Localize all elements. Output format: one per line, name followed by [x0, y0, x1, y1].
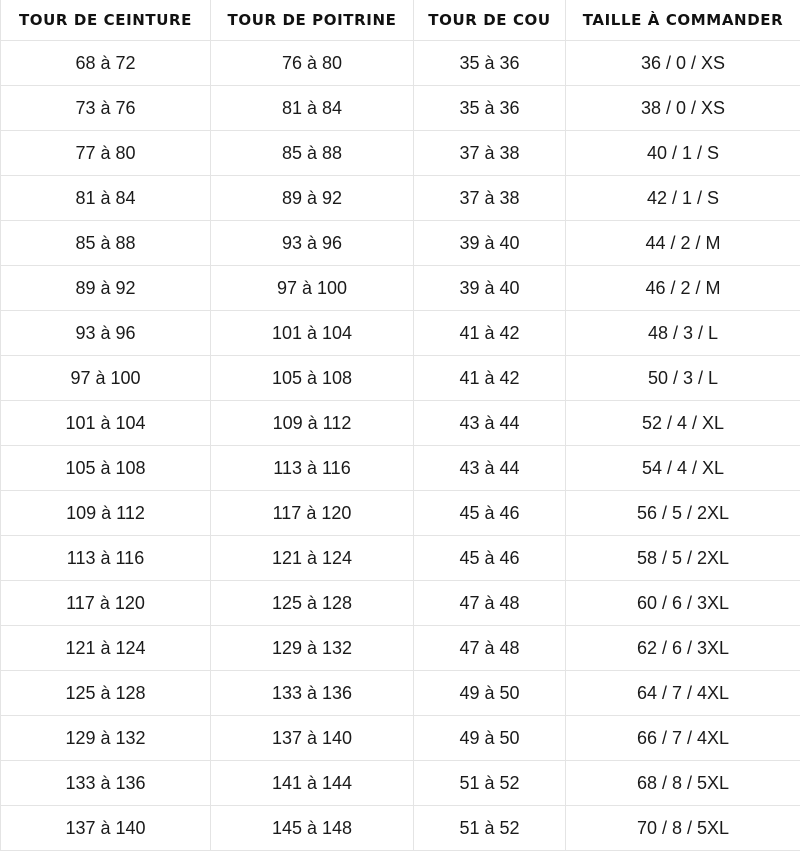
cell-size: 50 / 3 / L [566, 356, 800, 401]
cell-neck: 39 à 40 [414, 221, 566, 266]
header-row [1, 0, 800, 41]
table-row [1, 401, 800, 446]
cell-waist: 85 à 88 [1, 221, 211, 266]
cell-size: 60 / 6 / 3XL [566, 581, 800, 626]
table-row [1, 131, 800, 176]
cell-waist: 117 à 120 [1, 581, 211, 626]
table-row [1, 671, 800, 716]
cell-chest: 97 à 100 [211, 266, 414, 311]
cell-neck: 43 à 44 [414, 446, 566, 491]
cell-chest: 125 à 128 [211, 581, 414, 626]
cell-neck: 35 à 36 [414, 86, 566, 131]
table-row [1, 491, 800, 536]
cell-chest: 85 à 88 [211, 131, 414, 176]
header-size-to-order: TAILLE À COMMANDER [566, 0, 800, 41]
cell-waist: 101 à 104 [1, 401, 211, 446]
table-row [1, 41, 800, 86]
cell-chest: 109 à 112 [211, 401, 414, 446]
cell-waist: 105 à 108 [1, 446, 211, 491]
cell-size: 54 / 4 / XL [566, 446, 800, 491]
cell-size: 52 / 4 / XL [566, 401, 800, 446]
cell-waist: 137 à 140 [1, 806, 211, 851]
table-row [1, 536, 800, 581]
cell-neck: 41 à 42 [414, 311, 566, 356]
cell-size: 68 / 8 / 5XL [566, 761, 800, 806]
cell-size: 70 / 8 / 5XL [566, 806, 800, 851]
cell-neck: 45 à 46 [414, 536, 566, 581]
table-row [1, 761, 800, 806]
cell-chest: 145 à 148 [211, 806, 414, 851]
cell-size: 58 / 5 / 2XL [566, 536, 800, 581]
table-row [1, 266, 800, 311]
cell-size: 62 / 6 / 3XL [566, 626, 800, 671]
table-row [1, 86, 800, 131]
cell-waist: 129 à 132 [1, 716, 211, 761]
cell-chest: 81 à 84 [211, 86, 414, 131]
header-neck: TOUR DE COU [414, 0, 566, 41]
cell-neck: 47 à 48 [414, 581, 566, 626]
table-row [1, 311, 800, 356]
cell-waist: 89 à 92 [1, 266, 211, 311]
cell-neck: 51 à 52 [414, 806, 566, 851]
cell-size: 46 / 2 / M [566, 266, 800, 311]
cell-waist: 109 à 112 [1, 491, 211, 536]
cell-neck: 51 à 52 [414, 761, 566, 806]
cell-size: 64 / 7 / 4XL [566, 671, 800, 716]
cell-neck: 49 à 50 [414, 671, 566, 716]
cell-chest: 121 à 124 [211, 536, 414, 581]
cell-size: 44 / 2 / M [566, 221, 800, 266]
cell-chest: 93 à 96 [211, 221, 414, 266]
cell-waist: 81 à 84 [1, 176, 211, 221]
cell-chest: 113 à 116 [211, 446, 414, 491]
table-row [1, 221, 800, 266]
cell-size: 42 / 1 / S [566, 176, 800, 221]
cell-chest: 137 à 140 [211, 716, 414, 761]
table-row [1, 176, 800, 221]
header-chest: TOUR DE POITRINE [211, 0, 414, 41]
cell-neck: 37 à 38 [414, 131, 566, 176]
cell-neck: 47 à 48 [414, 626, 566, 671]
cell-neck: 37 à 38 [414, 176, 566, 221]
cell-chest: 117 à 120 [211, 491, 414, 536]
cell-chest: 76 à 80 [211, 41, 414, 86]
table-row [1, 446, 800, 491]
cell-chest: 133 à 136 [211, 671, 414, 716]
cell-waist: 93 à 96 [1, 311, 211, 356]
cell-waist: 125 à 128 [1, 671, 211, 716]
size-table-body [1, 41, 800, 851]
cell-neck: 45 à 46 [414, 491, 566, 536]
cell-size: 48 / 3 / L [566, 311, 800, 356]
table-row [1, 581, 800, 626]
cell-waist: 73 à 76 [1, 86, 211, 131]
cell-chest: 101 à 104 [211, 311, 414, 356]
cell-size: 66 / 7 / 4XL [566, 716, 800, 761]
cell-chest: 105 à 108 [211, 356, 414, 401]
cell-waist: 68 à 72 [1, 41, 211, 86]
cell-waist: 97 à 100 [1, 356, 211, 401]
cell-size: 40 / 1 / S [566, 131, 800, 176]
cell-chest: 141 à 144 [211, 761, 414, 806]
cell-chest: 89 à 92 [211, 176, 414, 221]
cell-neck: 41 à 42 [414, 356, 566, 401]
cell-chest: 129 à 132 [211, 626, 414, 671]
table-row [1, 626, 800, 671]
cell-waist: 133 à 136 [1, 761, 211, 806]
cell-neck: 43 à 44 [414, 401, 566, 446]
cell-waist: 121 à 124 [1, 626, 211, 671]
cell-neck: 49 à 50 [414, 716, 566, 761]
table-row [1, 716, 800, 761]
cell-neck: 39 à 40 [414, 266, 566, 311]
cell-size: 38 / 0 / XS [566, 86, 800, 131]
header-waist: TOUR DE CEINTURE [1, 0, 211, 41]
cell-waist: 77 à 80 [1, 131, 211, 176]
table-row [1, 356, 800, 401]
cell-neck: 35 à 36 [414, 41, 566, 86]
cell-size: 36 / 0 / XS [566, 41, 800, 86]
cell-waist: 113 à 116 [1, 536, 211, 581]
table-row [1, 806, 800, 851]
cell-size: 56 / 5 / 2XL [566, 491, 800, 536]
